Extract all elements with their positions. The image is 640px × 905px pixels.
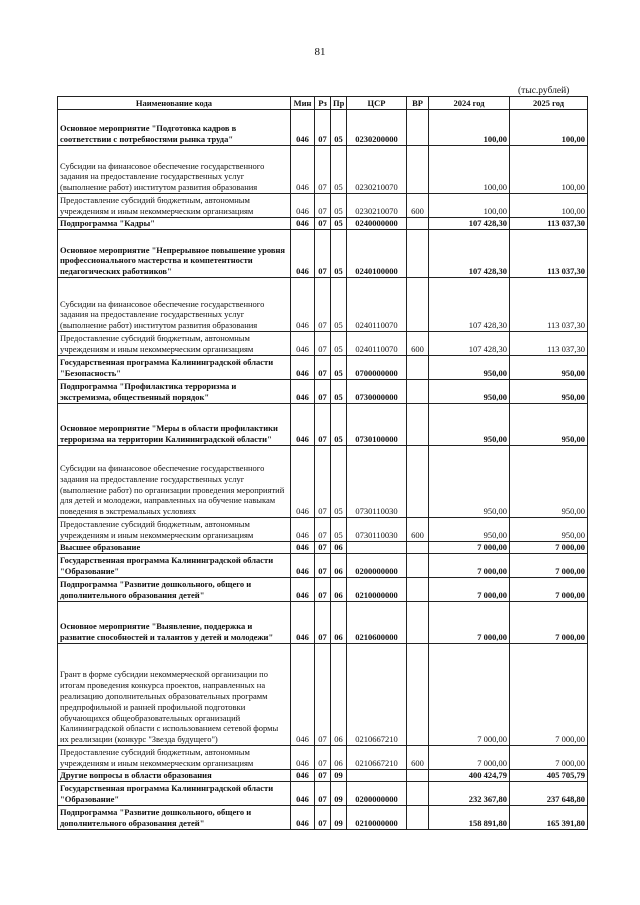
row-pr: 06 — [331, 578, 347, 602]
header-name: Наименование кода — [58, 97, 291, 110]
row-csr: 0240110070 — [347, 278, 407, 332]
row-value-2024: 100,00 — [429, 194, 510, 218]
table-row — [58, 782, 588, 806]
header-year-2025: 2025 год — [510, 97, 588, 110]
row-pr: 05 — [331, 446, 347, 518]
table-row — [58, 542, 588, 554]
row-value-2024: 950,00 — [429, 356, 510, 380]
row-name: Основное мероприятие "Меры в области профилактики терроризма на территории Калининградской области" — [58, 404, 291, 446]
row-vr: 600 — [407, 194, 429, 218]
row-value-2025: 165 391,80 — [510, 806, 588, 830]
table-row — [58, 332, 588, 356]
table-row — [58, 746, 588, 770]
row-vr — [407, 110, 429, 146]
table-row — [58, 218, 588, 230]
row-rz: 07 — [315, 356, 331, 380]
header-rz: Рз — [315, 97, 331, 110]
row-min: 046 — [291, 542, 315, 554]
row-pr: 05 — [331, 356, 347, 380]
row-value-2025: 237 648,80 — [510, 782, 588, 806]
page-number: 81 — [314, 46, 326, 58]
row-vr — [407, 356, 429, 380]
row-name: Предоставление субсидий бюджетным, автономным учреждениям и иным некоммерческим организациям — [58, 746, 291, 770]
row-vr — [407, 146, 429, 194]
row-rz: 07 — [315, 110, 331, 146]
row-pr: 09 — [331, 782, 347, 806]
table-row — [58, 356, 588, 380]
row-csr: 0240000000 — [347, 218, 407, 230]
table-row — [58, 770, 588, 782]
header-csr: ЦСР — [347, 97, 407, 110]
row-vr — [407, 770, 429, 782]
row-name: Подпрограмма "Развитие дошкольного, общего и дополнительного образования детей" — [58, 578, 291, 602]
row-vr — [407, 554, 429, 578]
row-rz: 07 — [315, 446, 331, 518]
row-name: Субсидии на финансовое обеспечение государственного задания на предоставление государственных услуг (выполнение работ) по организации проведения мероприятий для детей и молодежи, направленных на обучение навыкам поведения в экстремальных условиях — [58, 446, 291, 518]
row-name: Государственная программа Калининградской области "Образование" — [58, 554, 291, 578]
row-name: Государственная программа Калининградской области "Безопасность" — [58, 356, 291, 380]
row-min: 046 — [291, 770, 315, 782]
row-min: 046 — [291, 746, 315, 770]
table-row — [58, 146, 588, 194]
row-value-2024: 107 428,30 — [429, 278, 510, 332]
row-csr: 0240100000 — [347, 230, 407, 278]
row-min: 046 — [291, 332, 315, 356]
row-vr — [407, 644, 429, 746]
row-pr: 05 — [331, 218, 347, 230]
row-pr: 05 — [331, 194, 347, 218]
row-value-2025: 113 037,30 — [510, 218, 588, 230]
row-csr — [347, 770, 407, 782]
row-value-2024: 100,00 — [429, 110, 510, 146]
row-rz: 07 — [315, 146, 331, 194]
row-name: Подпрограмма "Профилактика терроризма и экстремизма, общественный порядок" — [58, 380, 291, 404]
row-rz: 07 — [315, 542, 331, 554]
row-csr: 0210600000 — [347, 602, 407, 644]
row-pr: 05 — [331, 230, 347, 278]
row-csr: 0210667210 — [347, 746, 407, 770]
row-name: Высшее образование — [58, 542, 291, 554]
row-name: Другие вопросы в области образования — [58, 770, 291, 782]
row-value-2025: 950,00 — [510, 518, 588, 542]
row-csr — [347, 542, 407, 554]
row-rz: 07 — [315, 578, 331, 602]
row-value-2024: 950,00 — [429, 518, 510, 542]
row-rz: 07 — [315, 806, 331, 830]
row-pr: 06 — [331, 602, 347, 644]
table-row — [58, 380, 588, 404]
row-vr — [407, 230, 429, 278]
row-value-2024: 950,00 — [429, 404, 510, 446]
row-value-2024: 7 000,00 — [429, 542, 510, 554]
row-rz: 07 — [315, 644, 331, 746]
table-row — [58, 278, 588, 332]
row-pr: 09 — [331, 806, 347, 830]
row-value-2024: 7 000,00 — [429, 602, 510, 644]
row-rz: 07 — [315, 380, 331, 404]
row-value-2024: 7 000,00 — [429, 554, 510, 578]
row-value-2025: 7 000,00 — [510, 602, 588, 644]
row-value-2025: 7 000,00 — [510, 578, 588, 602]
row-rz: 07 — [315, 746, 331, 770]
row-value-2024: 232 367,80 — [429, 782, 510, 806]
row-min: 046 — [291, 380, 315, 404]
row-value-2025: 113 037,30 — [510, 332, 588, 356]
row-csr: 0700000000 — [347, 356, 407, 380]
row-name: Основное мероприятие "Непрерывное повышение уровня профессионального мастерства и компетентности педагогических работников" — [58, 230, 291, 278]
row-min: 046 — [291, 194, 315, 218]
row-value-2025: 100,00 — [510, 110, 588, 146]
row-rz: 07 — [315, 218, 331, 230]
row-min: 046 — [291, 110, 315, 146]
row-name: Предоставление субсидий бюджетным, автономным учреждениям и иным некоммерческим организациям — [58, 518, 291, 542]
row-vr — [407, 446, 429, 518]
table-row — [58, 110, 588, 146]
table-header-row — [58, 97, 588, 110]
table-row — [58, 806, 588, 830]
row-csr: 0730110030 — [347, 518, 407, 542]
table-row — [58, 230, 588, 278]
row-name: Основное мероприятие "Подготовка кадров в соответствии с потребностями рынка труда" — [58, 110, 291, 146]
row-value-2025: 950,00 — [510, 356, 588, 380]
row-value-2024: 7 000,00 — [429, 578, 510, 602]
row-vr — [407, 542, 429, 554]
table-row — [58, 602, 588, 644]
row-pr: 05 — [331, 518, 347, 542]
row-value-2024: 950,00 — [429, 380, 510, 404]
row-vr — [407, 602, 429, 644]
row-csr: 0730000000 — [347, 380, 407, 404]
row-rz: 07 — [315, 518, 331, 542]
row-pr: 05 — [331, 404, 347, 446]
row-rz: 07 — [315, 194, 331, 218]
table-row — [58, 578, 588, 602]
row-min: 046 — [291, 806, 315, 830]
row-value-2024: 100,00 — [429, 146, 510, 194]
row-min: 046 — [291, 218, 315, 230]
row-pr: 05 — [331, 380, 347, 404]
row-rz: 07 — [315, 404, 331, 446]
header-vr: ВР — [407, 97, 429, 110]
row-min: 046 — [291, 782, 315, 806]
row-min: 046 — [291, 146, 315, 194]
row-value-2025: 7 000,00 — [510, 746, 588, 770]
row-value-2024: 107 428,30 — [429, 218, 510, 230]
row-csr: 0240110070 — [347, 332, 407, 356]
row-pr: 05 — [331, 146, 347, 194]
row-min: 046 — [291, 278, 315, 332]
row-vr: 600 — [407, 518, 429, 542]
row-value-2025: 950,00 — [510, 404, 588, 446]
row-vr: 600 — [407, 746, 429, 770]
header-pr: Пр — [331, 97, 347, 110]
row-min: 046 — [291, 578, 315, 602]
row-csr: 0230200000 — [347, 110, 407, 146]
row-value-2024: 7 000,00 — [429, 746, 510, 770]
row-csr: 0200000000 — [347, 782, 407, 806]
row-name: Грант в форме субсидии некоммерческой организации по итогам проведения конкурса проектов, направленных на реализацию дополнительных образовательных программ предпрофильной и ранней профильной подготовки обучающихся общеобразовательных организаций Калининградской области с использованием сетевой формы их реализации (конкурс "Звезда будущего") — [58, 644, 291, 746]
row-name: Государственная программа Калининградской области "Образование" — [58, 782, 291, 806]
row-pr: 06 — [331, 746, 347, 770]
row-min: 046 — [291, 602, 315, 644]
units-label: (тыс.рублей) — [518, 86, 570, 96]
row-min: 046 — [291, 554, 315, 578]
row-vr — [407, 404, 429, 446]
row-name: Предоставление субсидий бюджетным, автономным учреждениям и иным некоммерческим организациям — [58, 194, 291, 218]
row-value-2024: 950,00 — [429, 446, 510, 518]
row-vr: 600 — [407, 332, 429, 356]
row-rz: 07 — [315, 278, 331, 332]
row-rz: 07 — [315, 554, 331, 578]
row-vr — [407, 380, 429, 404]
header-min: Мин — [291, 97, 315, 110]
row-csr: 0230210070 — [347, 146, 407, 194]
row-min: 046 — [291, 518, 315, 542]
row-value-2024: 107 428,30 — [429, 332, 510, 356]
table-row — [58, 518, 588, 542]
row-rz: 07 — [315, 230, 331, 278]
row-value-2025: 7 000,00 — [510, 644, 588, 746]
row-pr: 09 — [331, 770, 347, 782]
row-name: Основное мероприятие "Выявление, поддержка и развитие способностей и талантов у детей и молодежи" — [58, 602, 291, 644]
row-pr: 06 — [331, 554, 347, 578]
table-row — [58, 194, 588, 218]
row-value-2025: 405 705,79 — [510, 770, 588, 782]
row-vr — [407, 578, 429, 602]
row-pr: 06 — [331, 542, 347, 554]
row-pr: 05 — [331, 110, 347, 146]
row-value-2025: 100,00 — [510, 146, 588, 194]
row-min: 046 — [291, 356, 315, 380]
row-value-2025: 950,00 — [510, 380, 588, 404]
row-csr: 0210000000 — [347, 578, 407, 602]
row-name: Субсидии на финансовое обеспечение государственного задания на предоставление государственных услуг (выполнение работ) институтом развития образования — [58, 146, 291, 194]
row-name: Субсидии на финансовое обеспечение государственного задания на предоставление государственных услуг (выполнение работ) институтом развития образования — [58, 278, 291, 332]
row-value-2025: 113 037,30 — [510, 230, 588, 278]
row-value-2025: 7 000,00 — [510, 554, 588, 578]
row-pr: 05 — [331, 332, 347, 356]
row-vr — [407, 806, 429, 830]
row-rz: 07 — [315, 602, 331, 644]
row-rz: 07 — [315, 782, 331, 806]
row-csr: 0230210070 — [347, 194, 407, 218]
row-vr — [407, 278, 429, 332]
budget-table — [57, 96, 588, 830]
table-row — [58, 446, 588, 518]
row-csr: 0200000000 — [347, 554, 407, 578]
row-value-2025: 113 037,30 — [510, 278, 588, 332]
row-value-2024: 7 000,00 — [429, 644, 510, 746]
row-value-2024: 107 428,30 — [429, 230, 510, 278]
row-value-2025: 100,00 — [510, 194, 588, 218]
table-row — [58, 404, 588, 446]
row-value-2025: 950,00 — [510, 446, 588, 518]
row-min: 046 — [291, 404, 315, 446]
row-min: 046 — [291, 446, 315, 518]
header-year-2024: 2024 год — [429, 97, 510, 110]
row-value-2024: 400 424,79 — [429, 770, 510, 782]
row-csr: 0730110030 — [347, 446, 407, 518]
row-csr: 0210667210 — [347, 644, 407, 746]
row-rz: 07 — [315, 770, 331, 782]
row-rz: 07 — [315, 332, 331, 356]
row-value-2024: 158 891,80 — [429, 806, 510, 830]
row-csr: 0730100000 — [347, 404, 407, 446]
table-row — [58, 554, 588, 578]
table-row — [58, 644, 588, 746]
row-csr: 0210000000 — [347, 806, 407, 830]
row-vr — [407, 218, 429, 230]
row-vr — [407, 782, 429, 806]
row-name: Подпрограмма "Развитие дошкольного, общего и дополнительного образования детей" — [58, 806, 291, 830]
row-min: 046 — [291, 644, 315, 746]
row-pr: 06 — [331, 644, 347, 746]
row-name: Предоставление субсидий бюджетным, автономным учреждениям и иным некоммерческим организациям — [58, 332, 291, 356]
row-value-2025: 7 000,00 — [510, 542, 588, 554]
row-name: Подпрограмма "Кадры" — [58, 218, 291, 230]
row-pr: 05 — [331, 278, 347, 332]
row-min: 046 — [291, 230, 315, 278]
